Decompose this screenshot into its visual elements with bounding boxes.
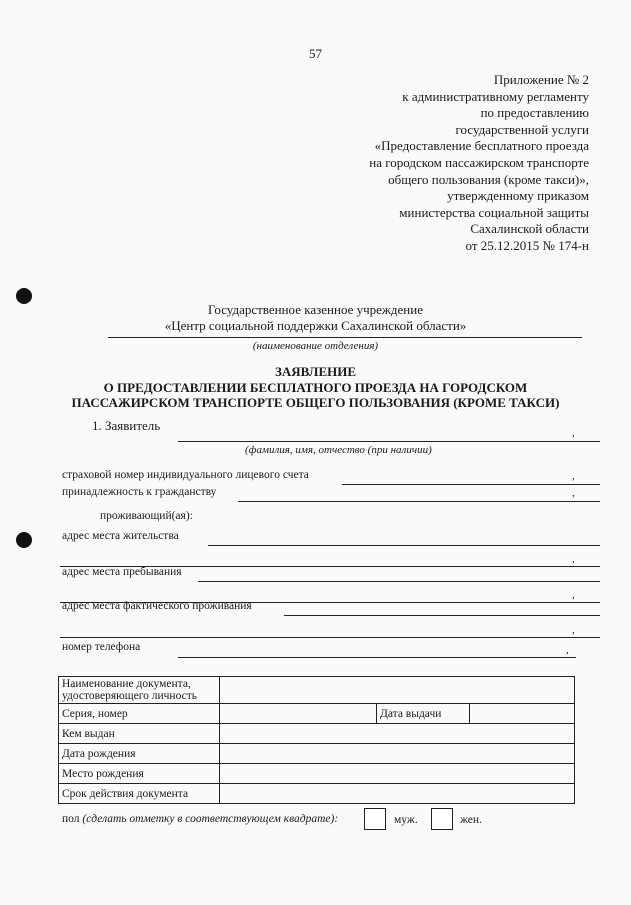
appendix-line: государственной услуги <box>455 121 589 137</box>
male-label: муж. <box>394 814 418 826</box>
stay-address-field[interactable] <box>198 581 600 582</box>
doc-name-field[interactable] <box>220 677 575 704</box>
appendix-line: по предоставлению <box>480 105 589 121</box>
title-line-1: ЗАЯВЛЕНИЕ <box>274 364 357 379</box>
comma: , <box>572 589 575 601</box>
organization-underline <box>108 337 582 338</box>
gender-label: пол <box>62 813 80 825</box>
punch-hole <box>16 532 32 548</box>
appendix-line: Сахалинской области <box>470 221 589 237</box>
table-row <box>59 744 575 764</box>
appendix-line: «Предоставление бесплатного проезда <box>374 138 589 154</box>
table-row <box>59 764 575 784</box>
page-number: 57 <box>309 46 322 61</box>
organization-line-1: Государственное казенное учреждение <box>208 302 423 317</box>
stay-address-label: адрес места пребывания <box>62 566 182 578</box>
series-number-field[interactable] <box>220 704 377 724</box>
table-row <box>59 677 575 704</box>
male-checkbox[interactable] <box>364 808 386 830</box>
organization-block <box>0 302 631 334</box>
organization-line-2: «Центр социальной поддержки Сахалинской области» <box>164 318 467 333</box>
birth-place-label: Место рождения <box>59 764 220 784</box>
actual-address-field-line-2[interactable] <box>60 637 600 638</box>
comma: , <box>572 470 575 482</box>
birth-date-label: Дата рождения <box>59 744 220 764</box>
appendix-line: общего пользования (кроме такси)», <box>388 171 589 187</box>
appendix-line: от 25.12.2015 № 174-н <box>465 237 589 253</box>
appendix-line: на городском пассажирском транспорте <box>369 154 589 170</box>
table-row <box>59 704 575 724</box>
doc-name-label: Наименование документа, удостоверяющего личность <box>59 677 220 704</box>
gender-hint: (сделать отметку в соответствующем квадрате): <box>82 813 339 825</box>
applicant-name-field[interactable] <box>178 441 600 442</box>
citizenship-label: принадлежность к гражданству <box>62 486 217 498</box>
female-label: жен. <box>460 814 482 826</box>
comma: , <box>566 644 569 656</box>
comma: , <box>572 427 575 439</box>
comma: , <box>572 624 575 636</box>
residence-address-field[interactable] <box>208 545 600 546</box>
applicant-label: Заявитель <box>105 418 161 433</box>
birth-date-field[interactable] <box>220 744 575 764</box>
birth-place-field[interactable] <box>220 764 575 784</box>
actual-address-label: адрес места фактического проживания <box>62 600 252 612</box>
gender-row <box>62 813 338 825</box>
title-line-3: ПАССАЖИРСКОМ ТРАНСПОРТЕ ОБЩЕГО ПОЛЬЗОВАНИЯ (КРОМЕ ТАКСИ) <box>71 395 560 410</box>
appendix-line: к административному регламенту <box>402 88 589 104</box>
female-checkbox[interactable] <box>431 808 453 830</box>
citizenship-field[interactable] <box>238 501 600 502</box>
organization-caption: (наименование отделения) <box>252 340 379 352</box>
issue-date-label: Дата выдачи <box>377 704 470 724</box>
applicant-label-row <box>92 418 160 434</box>
actual-address-field[interactable] <box>284 615 600 616</box>
table-row <box>59 724 575 744</box>
comma: , <box>572 553 575 565</box>
snils-label: страховой номер индивидуального лицевого счета <box>62 469 309 481</box>
snils-field[interactable] <box>342 484 600 485</box>
validity-label: Срок действия документа <box>59 784 220 804</box>
issued-by-label: Кем выдан <box>59 724 220 744</box>
form-title <box>0 364 631 411</box>
appendix-line: Приложение № 2 <box>493 72 589 87</box>
residing-label: проживающий(ая): <box>100 510 193 522</box>
applicant-caption: (фамилия, имя, отчество (при наличии) <box>245 444 432 456</box>
table-row <box>59 784 575 804</box>
appendix-header <box>369 72 589 255</box>
residence-address-label: адрес места жительства <box>62 530 179 542</box>
phone-field[interactable] <box>178 657 576 658</box>
phone-label: номер телефона <box>62 641 141 653</box>
identity-document-table <box>58 676 575 804</box>
appendix-line: утвержденному приказом <box>447 188 589 204</box>
validity-field[interactable] <box>220 784 575 804</box>
applicant-number: 1. <box>92 418 102 433</box>
comma: , <box>572 487 575 499</box>
appendix-line: министерства социальной защиты <box>399 204 589 220</box>
issue-date-field[interactable] <box>470 704 575 724</box>
series-number-label: Серия, номер <box>59 704 220 724</box>
issued-by-field[interactable] <box>220 724 575 744</box>
title-line-2: О ПРЕДОСТАВЛЕНИИ БЕСПЛАТНОГО ПРОЕЗДА НА ГОРОДСКОМ <box>103 379 528 395</box>
